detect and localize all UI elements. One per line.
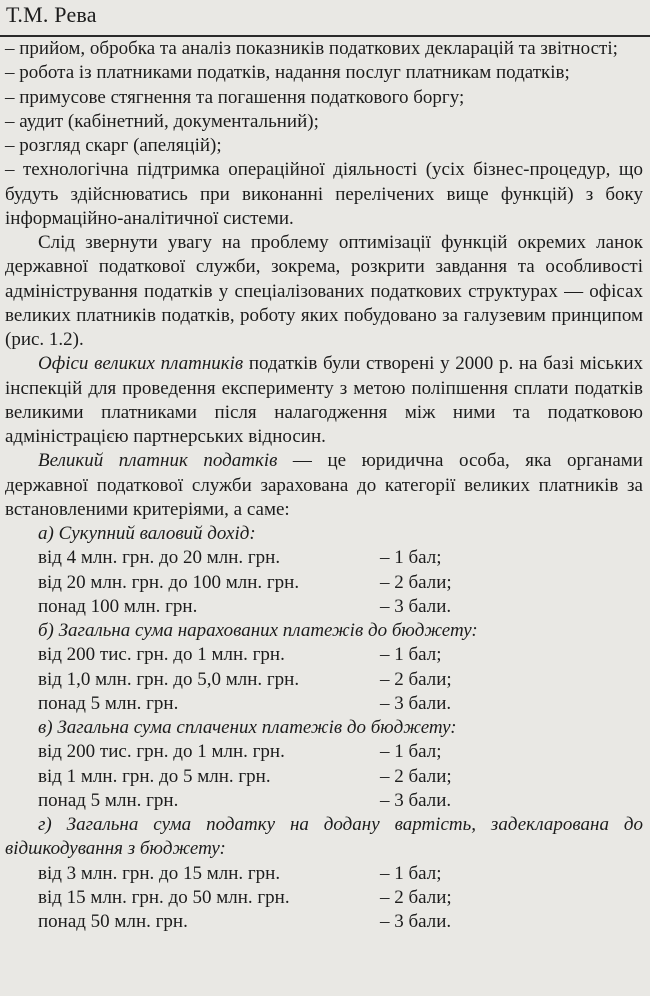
criteria-row: від 1 млн. грн. до 5 млн. грн. – 2 бали; bbox=[38, 765, 452, 787]
list-item-declarations: – прийом, обробка та аналіз показників податкових декларацій та звітності; bbox=[5, 38, 618, 59]
criteria-row: понад 5 млн. грн. – 3 бали. bbox=[38, 789, 452, 811]
running-head-author: Т.М. Рева bbox=[6, 2, 97, 27]
criteria-accrued-payments bbox=[5, 619, 643, 716]
criteria-title: а) Сукупний валовий дохід: bbox=[38, 523, 256, 544]
term-large-taxpayer: Великий платник податків bbox=[38, 450, 278, 472]
criteria-row: від 4 млн. грн. до 20 млн. грн. – 1 бал; bbox=[38, 547, 442, 569]
list-item-tech-support: – технологічна підтримка операційної діяльності (усіх бізнес-процедур, що будуть здійснюватись при виконанні перелічених вище функцій) з боку інформаційно-аналітичної системи. bbox=[5, 159, 643, 229]
criteria-row: від 1,0 млн. грн. до 5,0 млн. грн. – 2 бали; bbox=[38, 668, 452, 690]
term-offices: Офіси великих платників bbox=[38, 353, 244, 375]
criteria-title: г) Загальна сума податку на додану вартість, задекларована до відшкодування з бюджету: bbox=[5, 814, 643, 860]
criteria-row: від 200 тис. грн. до 1 млн. грн. – 1 бал; bbox=[38, 741, 442, 763]
list-item-audit: – аудит (кабінетний, документальний); bbox=[5, 110, 319, 132]
paragraph-definition-text: — це юридична особа, яка органами державної податкової служби зарахована до категорії великих платників за встановленими критеріями, а саме: bbox=[5, 450, 643, 520]
list-item-taxpayer-services: – робота із платниками податків, надання послуг платникам податків; bbox=[5, 62, 570, 84]
criteria-row: від 3 млн. грн. до 15 млн. грн. – 1 бал; bbox=[38, 862, 442, 884]
criteria-vat-refund bbox=[5, 813, 643, 934]
criteria-gross-income bbox=[5, 522, 643, 619]
list-item-appeals: – розгляд скарг (апеляцій); bbox=[5, 135, 222, 156]
criteria-title: б) Загальна сума нарахованих платежів до бюджету: bbox=[38, 620, 478, 641]
criteria-row: понад 50 млн. грн. – 3 бали. bbox=[38, 911, 452, 932]
criteria-paid-payments bbox=[5, 716, 643, 813]
page-body bbox=[5, 37, 643, 934]
criteria-row: від 20 млн. грн. до 100 млн. грн. – 2 бали; bbox=[38, 571, 452, 593]
criteria-title: в) Загальна сума сплачених платежів до бюджету: bbox=[38, 717, 457, 738]
paragraph-optimization: Слід звернути увагу на проблему оптимізації функцій окремих ланок державної податкової служби, зокрема, розкрити завдання та особливості адміністрування податків у спеціалізованих податкових структурах — офісах великих платників податків, роботу яких побудовано за галузевим принципом (рис. 1.2). bbox=[5, 232, 643, 350]
paragraph-large-taxpayer-offices bbox=[5, 352, 643, 449]
criteria-row: понад 100 млн. грн. – 3 бали. bbox=[38, 595, 452, 617]
paragraph-offices-text: податків були створені у 2000 р. на базі міських інспекцій для проведення експерименту з метою поліпшення сплати податків великими платниками після налагодження між ними та податковою адміністрацією партнерських відносин. bbox=[5, 353, 643, 447]
criteria-row: від 15 млн. грн. до 50 млн. грн. – 2 бали; bbox=[38, 886, 452, 908]
list-item-debt-collection: – примусове стягнення та погашення податкового боргу; bbox=[5, 86, 465, 108]
criteria-row: від 200 тис. грн. до 1 млн. грн. – 1 бал; bbox=[38, 644, 442, 666]
paragraph-large-taxpayer-definition bbox=[5, 449, 643, 522]
criteria-row: понад 5 млн. грн. – 3 бали. bbox=[38, 692, 452, 714]
